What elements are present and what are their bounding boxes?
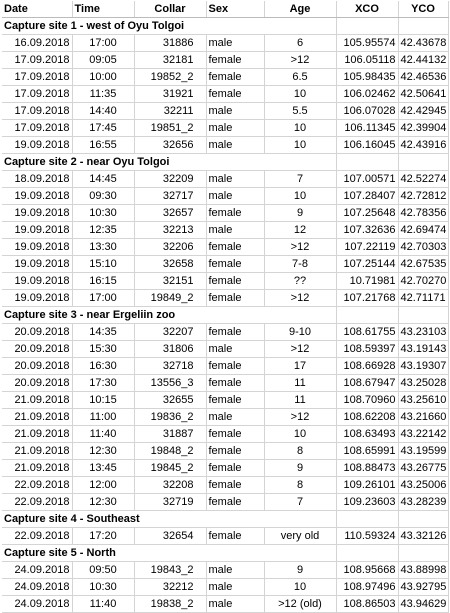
site-header-row [2, 545, 448, 562]
cell-date: 20.09.2018 [2, 341, 72, 358]
cell-xco: 107.00571 [336, 171, 398, 188]
cell-date: 17.09.2018 [2, 120, 72, 137]
header-date: Date [2, 1, 72, 18]
cell-time: 14:40 [72, 103, 134, 120]
header-yco: YCO [398, 1, 448, 18]
empty-cell [398, 307, 448, 324]
cell-date: 19.09.2018 [2, 290, 72, 307]
cell-yco: 42.39904 [398, 120, 448, 137]
cell-sex: female [206, 205, 264, 222]
empty-cell [336, 307, 398, 324]
table-row [2, 579, 448, 596]
cell-time: 16:15 [72, 273, 134, 290]
cell-date: 22.09.2018 [2, 494, 72, 511]
cell-date: 18.09.2018 [2, 171, 72, 188]
cell-age: 11 [264, 375, 336, 392]
cell-yco: 42.50641 [398, 86, 448, 103]
cell-age: 10 [264, 137, 336, 154]
cell-date: 21.09.2018 [2, 426, 72, 443]
table-row [2, 562, 448, 579]
cell-age: 9-10 [264, 324, 336, 341]
cell-sex: female [206, 69, 264, 86]
table-row [2, 528, 448, 545]
cell-yco: 43.23103 [398, 324, 448, 341]
empty-cell [264, 154, 336, 171]
cell-yco: 43.88998 [398, 562, 448, 579]
table-row [2, 494, 448, 511]
cell-age: ?? [264, 273, 336, 290]
table-row [2, 460, 448, 477]
cell-date: 21.09.2018 [2, 460, 72, 477]
cell-date: 20.09.2018 [2, 358, 72, 375]
cell-xco: 106.16045 [336, 137, 398, 154]
empty-cell [398, 18, 448, 35]
cell-sex: female [206, 375, 264, 392]
cell-yco: 43.19599 [398, 443, 448, 460]
cell-age: 9 [264, 205, 336, 222]
cell-sex: female [206, 477, 264, 494]
cell-sex: female [206, 86, 264, 103]
cell-collar: 32719 [134, 494, 206, 511]
cell-collar: 32209 [134, 171, 206, 188]
cell-collar: 13556_3 [134, 375, 206, 392]
cell-age: 8 [264, 477, 336, 494]
cell-xco: 107.32636 [336, 222, 398, 239]
cell-sex: female [206, 392, 264, 409]
cell-xco: 10.71981 [336, 273, 398, 290]
cell-time: 17:00 [72, 35, 134, 52]
cell-sex: male [206, 409, 264, 426]
cell-time: 14:45 [72, 171, 134, 188]
capture-table [2, 1, 449, 613]
cell-xco: 106.11345 [336, 120, 398, 137]
cell-age: >12 [264, 290, 336, 307]
table-row [2, 205, 448, 222]
table-row [2, 392, 448, 409]
cell-xco: 107.25648 [336, 205, 398, 222]
cell-time: 16:55 [72, 137, 134, 154]
cell-yco: 43.94629 [398, 596, 448, 613]
cell-sex: female [206, 358, 264, 375]
cell-xco: 108.70960 [336, 392, 398, 409]
cell-date: 24.09.2018 [2, 579, 72, 596]
site-title: Capture site 1 - west of Oyu Tolgoi [2, 18, 264, 35]
cell-collar: 32657 [134, 205, 206, 222]
cell-collar: 19852_2 [134, 69, 206, 86]
cell-collar: 32151 [134, 273, 206, 290]
table-row [2, 103, 448, 120]
cell-age: 9 [264, 460, 336, 477]
header-age: Age [264, 1, 336, 18]
cell-xco: 110.59324 [336, 528, 398, 545]
table-row [2, 273, 448, 290]
table-row [2, 341, 448, 358]
cell-date: 20.09.2018 [2, 324, 72, 341]
cell-date: 22.09.2018 [2, 477, 72, 494]
cell-date: 21.09.2018 [2, 392, 72, 409]
table-row [2, 239, 448, 256]
cell-time: 10:30 [72, 205, 134, 222]
cell-time: 10:00 [72, 69, 134, 86]
table-row [2, 443, 448, 460]
cell-age: 8 [264, 443, 336, 460]
cell-date: 19.09.2018 [2, 137, 72, 154]
cell-time: 11:40 [72, 426, 134, 443]
cell-age: 7-8 [264, 256, 336, 273]
cell-time: 17:30 [72, 375, 134, 392]
cell-sex: female [206, 256, 264, 273]
cell-collar: 19848_2 [134, 443, 206, 460]
table-row [2, 52, 448, 69]
header-time: Time [72, 1, 134, 18]
cell-collar: 32658 [134, 256, 206, 273]
cell-time: 15:10 [72, 256, 134, 273]
cell-age: 7 [264, 494, 336, 511]
cell-xco: 107.21768 [336, 290, 398, 307]
cell-age: 6.5 [264, 69, 336, 86]
cell-collar: 32213 [134, 222, 206, 239]
cell-age: >12 [264, 341, 336, 358]
cell-collar: 31806 [134, 341, 206, 358]
cell-date: 17.09.2018 [2, 52, 72, 69]
cell-date: 17.09.2018 [2, 69, 72, 86]
cell-time: 16:30 [72, 358, 134, 375]
cell-sex: male [206, 188, 264, 205]
cell-date: 24.09.2018 [2, 562, 72, 579]
cell-xco: 107.28407 [336, 188, 398, 205]
cell-sex: male [206, 137, 264, 154]
cell-time: 11:40 [72, 596, 134, 613]
cell-xco: 108.95668 [336, 562, 398, 579]
cell-sex: female [206, 494, 264, 511]
cell-date: 19.09.2018 [2, 188, 72, 205]
cell-yco: 42.43916 [398, 137, 448, 154]
empty-cell [264, 545, 336, 562]
cell-yco: 42.70270 [398, 273, 448, 290]
header-collar: Collar [134, 1, 206, 18]
table-row [2, 171, 448, 188]
cell-yco: 42.72812 [398, 188, 448, 205]
cell-date: 21.09.2018 [2, 443, 72, 460]
cell-xco: 109.26101 [336, 477, 398, 494]
table-row [2, 426, 448, 443]
cell-age: 10 [264, 579, 336, 596]
table-row [2, 69, 448, 86]
cell-date: 21.09.2018 [2, 409, 72, 426]
empty-cell [336, 154, 398, 171]
cell-age: 9 [264, 562, 336, 579]
cell-time: 09:05 [72, 52, 134, 69]
cell-xco: 108.59397 [336, 341, 398, 358]
cell-yco: 43.25610 [398, 392, 448, 409]
cell-date: 16.09.2018 [2, 35, 72, 52]
cell-date: 19.09.2018 [2, 239, 72, 256]
site-header-row [2, 307, 448, 324]
table-row [2, 358, 448, 375]
cell-xco: 108.65991 [336, 443, 398, 460]
cell-yco: 42.71171 [398, 290, 448, 307]
cell-time: 11:00 [72, 409, 134, 426]
cell-collar: 32207 [134, 324, 206, 341]
cell-age: 10 [264, 120, 336, 137]
cell-collar: 32717 [134, 188, 206, 205]
table-body [2, 18, 448, 613]
cell-collar: 31887 [134, 426, 206, 443]
table-row [2, 120, 448, 137]
cell-sex: male [206, 103, 264, 120]
site-title: Capture site 4 - Southeast [2, 511, 264, 528]
cell-date: 22.09.2018 [2, 528, 72, 545]
cell-age: 10 [264, 426, 336, 443]
cell-date: 20.09.2018 [2, 375, 72, 392]
table-row [2, 86, 448, 103]
cell-age: 10 [264, 188, 336, 205]
table-row [2, 222, 448, 239]
cell-yco: 43.19307 [398, 358, 448, 375]
cell-age: >12 (old) [264, 596, 336, 613]
cell-age: 7 [264, 171, 336, 188]
cell-xco: 105.95574 [336, 35, 398, 52]
cell-age: >12 [264, 409, 336, 426]
cell-yco: 43.21660 [398, 409, 448, 426]
table-row [2, 137, 448, 154]
cell-yco: 42.46536 [398, 69, 448, 86]
cell-sex: male [206, 35, 264, 52]
cell-xco: 106.05118 [336, 52, 398, 69]
cell-xco: 108.61755 [336, 324, 398, 341]
cell-age: >12 [264, 239, 336, 256]
cell-time: 10:15 [72, 392, 134, 409]
cell-collar: 32656 [134, 137, 206, 154]
cell-date: 19.09.2018 [2, 222, 72, 239]
cell-yco: 43.25006 [398, 477, 448, 494]
cell-time: 17:20 [72, 528, 134, 545]
cell-xco: 106.02462 [336, 86, 398, 103]
cell-time: 11:35 [72, 86, 134, 103]
cell-yco: 42.52274 [398, 171, 448, 188]
cell-collar: 32654 [134, 528, 206, 545]
cell-yco: 42.67535 [398, 256, 448, 273]
cell-collar: 32655 [134, 392, 206, 409]
header-sex: Sex [206, 1, 264, 18]
site-title: Capture site 2 - near Oyu Tolgoi [2, 154, 264, 171]
cell-yco: 42.42945 [398, 103, 448, 120]
cell-sex: female [206, 273, 264, 290]
cell-age: 5.5 [264, 103, 336, 120]
cell-sex: female [206, 426, 264, 443]
empty-cell [264, 511, 336, 528]
cell-sex: female [206, 460, 264, 477]
cell-yco: 43.26775 [398, 460, 448, 477]
cell-xco: 108.66928 [336, 358, 398, 375]
empty-cell [264, 18, 336, 35]
site-header-row [2, 511, 448, 528]
cell-time: 17:45 [72, 120, 134, 137]
table-row [2, 375, 448, 392]
cell-time: 09:50 [72, 562, 134, 579]
table-row [2, 35, 448, 52]
cell-time: 14:35 [72, 324, 134, 341]
cell-xco: 106.07028 [336, 103, 398, 120]
cell-sex: male [206, 171, 264, 188]
cell-time: 17:00 [72, 290, 134, 307]
cell-date: 19.09.2018 [2, 256, 72, 273]
empty-cell [336, 545, 398, 562]
cell-xco: 108.88473 [336, 460, 398, 477]
cell-xco: 105.98435 [336, 69, 398, 86]
cell-time: 12:35 [72, 222, 134, 239]
cell-collar: 32718 [134, 358, 206, 375]
cell-time: 12:00 [72, 477, 134, 494]
cell-age: 10 [264, 86, 336, 103]
cell-collar: 19838_2 [134, 596, 206, 613]
cell-age: 12 [264, 222, 336, 239]
cell-time: 09:30 [72, 188, 134, 205]
table-row [2, 409, 448, 426]
cell-xco: 107.25144 [336, 256, 398, 273]
cell-collar: 19843_2 [134, 562, 206, 579]
cell-collar: 32211 [134, 103, 206, 120]
cell-xco: 108.62208 [336, 409, 398, 426]
cell-sex: male [206, 562, 264, 579]
table-row [2, 596, 448, 613]
cell-collar: 32208 [134, 477, 206, 494]
cell-time: 13:45 [72, 460, 134, 477]
cell-collar: 31886 [134, 35, 206, 52]
cell-xco: 108.67947 [336, 375, 398, 392]
cell-sex: female [206, 239, 264, 256]
table-row [2, 477, 448, 494]
cell-sex: female [206, 324, 264, 341]
header-xco: XCO [336, 1, 398, 18]
cell-yco: 43.22142 [398, 426, 448, 443]
cell-time: 10:30 [72, 579, 134, 596]
cell-sex: male [206, 596, 264, 613]
cell-time: 12:30 [72, 443, 134, 460]
cell-yco: 43.19143 [398, 341, 448, 358]
cell-sex: female [206, 52, 264, 69]
cell-xco: 108.86503 [336, 596, 398, 613]
empty-cell [336, 18, 398, 35]
cell-sex: female [206, 443, 264, 460]
cell-date: 24.09.2018 [2, 596, 72, 613]
cell-collar: 32181 [134, 52, 206, 69]
cell-collar: 32206 [134, 239, 206, 256]
site-header-row [2, 154, 448, 171]
table-row [2, 256, 448, 273]
table-row [2, 188, 448, 205]
cell-xco: 108.97496 [336, 579, 398, 596]
cell-xco: 109.23603 [336, 494, 398, 511]
cell-yco: 42.69474 [398, 222, 448, 239]
cell-sex: female [206, 290, 264, 307]
cell-age: 17 [264, 358, 336, 375]
cell-yco: 42.44132 [398, 52, 448, 69]
cell-sex: female [206, 528, 264, 545]
cell-date: 17.09.2018 [2, 86, 72, 103]
cell-date: 19.09.2018 [2, 205, 72, 222]
cell-yco: 43.32126 [398, 528, 448, 545]
cell-age: very old [264, 528, 336, 545]
cell-date: 19.09.2018 [2, 273, 72, 290]
empty-cell [264, 307, 336, 324]
cell-time: 12:30 [72, 494, 134, 511]
cell-sex: male [206, 120, 264, 137]
table-row [2, 290, 448, 307]
cell-collar: 31921 [134, 86, 206, 103]
cell-yco: 43.92795 [398, 579, 448, 596]
table-row [2, 324, 448, 341]
site-title: Capture site 5 - North [2, 545, 264, 562]
header-row [2, 1, 448, 18]
cell-collar: 32212 [134, 579, 206, 596]
cell-sex: male [206, 341, 264, 358]
empty-cell [398, 545, 448, 562]
cell-age: 6 [264, 35, 336, 52]
empty-cell [398, 511, 448, 528]
empty-cell [336, 511, 398, 528]
cell-age: 11 [264, 392, 336, 409]
cell-yco: 42.70303 [398, 239, 448, 256]
cell-time: 13:30 [72, 239, 134, 256]
cell-yco: 43.25028 [398, 375, 448, 392]
site-title: Capture site 3 - near Ergeliin zoo [2, 307, 264, 324]
cell-sex: male [206, 579, 264, 596]
cell-sex: male [206, 222, 264, 239]
site-header-row [2, 18, 448, 35]
cell-xco: 107.22119 [336, 239, 398, 256]
cell-collar: 19849_2 [134, 290, 206, 307]
cell-yco: 43.28239 [398, 494, 448, 511]
cell-age: >12 [264, 52, 336, 69]
cell-date: 17.09.2018 [2, 103, 72, 120]
cell-collar: 19851_2 [134, 120, 206, 137]
cell-time: 15:30 [72, 341, 134, 358]
cell-yco: 42.78356 [398, 205, 448, 222]
cell-xco: 108.63493 [336, 426, 398, 443]
cell-collar: 19845_2 [134, 460, 206, 477]
cell-yco: 42.43678 [398, 35, 448, 52]
cell-collar: 19836_2 [134, 409, 206, 426]
empty-cell [398, 154, 448, 171]
